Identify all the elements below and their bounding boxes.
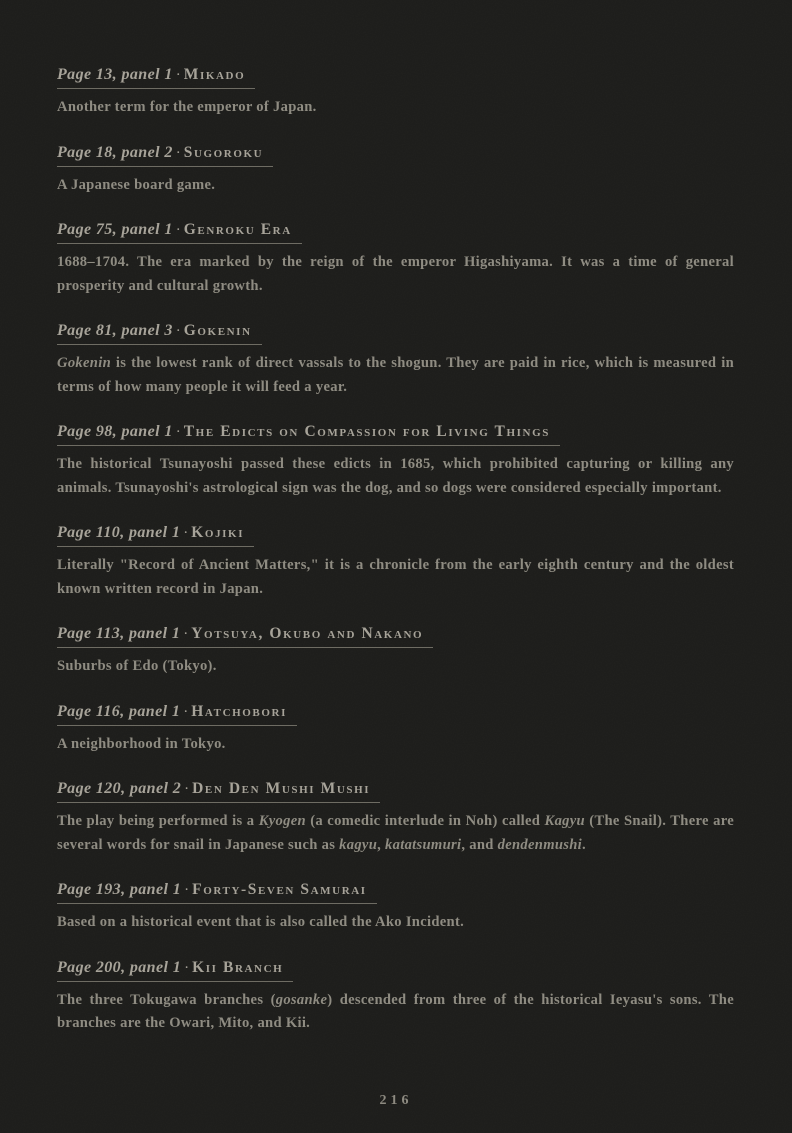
entry-separator: · — [184, 882, 190, 898]
entry-page-label: Page 13, panel 1 — [57, 66, 173, 83]
entry-page-label: Page 110, panel 1 — [57, 524, 181, 541]
entry-separator: · — [183, 626, 189, 642]
entry-title: Mikado — [183, 66, 246, 83]
entry-body: 1688–1704. The era marked by the reign of the emperor Higashiyama. It was a time of general prosperity and cultural growth. — [57, 254, 734, 294]
entry-heading — [57, 524, 254, 547]
entry-body: A neighborhood in Tokyo. — [57, 735, 226, 752]
glossary-entry — [57, 423, 734, 500]
entry-page-label: Page 18, panel 2 — [57, 143, 173, 161]
entry-heading — [57, 959, 293, 982]
entry-body: Gokenin is the lowest rank of direct vassals to the shogun. They are paid in rice, which is measured in terms of how many people it will feed a year. — [57, 355, 734, 395]
entry-title: Sugoroku — [183, 143, 264, 161]
entry-separator: · — [183, 703, 189, 720]
entry-title: Hatchobori — [191, 702, 287, 720]
page-footer — [0, 1091, 792, 1109]
entry-body: The three Tokugawa branches (gosanke) descended from three of the historical Ieyasu's sons. The branches are the Owari, Mito, and Kii. — [57, 991, 734, 1031]
entry-body: The historical Tsunayoshi passed these edicts in 1685, which prohibited capturing or killing any animals. Tsunayoshi's astrological sign was the dog, and so dogs were considered especially important. — [57, 456, 734, 496]
entry-body: The play being performed is a Kyogen (a comedic interlude in Noh) called Kagyu (The Snail). There are several words for snail in Japanese such as kagyu, katatsumuri, and dendenmushi. — [57, 813, 734, 853]
entry-page-label: Page 116, panel 1 — [57, 702, 181, 720]
entry-heading — [57, 625, 433, 648]
entry-page-label: Page 98, panel 1 — [57, 423, 173, 440]
glossary-entry — [57, 144, 734, 198]
glossary-entry — [57, 959, 734, 1036]
glossary-entry — [57, 66, 734, 120]
page-number: 216 — [379, 1093, 413, 1108]
entry-separator: · — [184, 959, 190, 976]
entry-page-label: Page 200, panel 1 — [57, 958, 182, 976]
entry-page-label: Page 120, panel 2 — [57, 780, 182, 797]
entry-heading — [57, 144, 273, 167]
entry-body: Literally "Record of Ancient Matters," it is a chronicle from the early eighth century and the oldest known written record in Japan. — [57, 557, 734, 597]
glossary-entry — [57, 524, 734, 601]
entry-title: Gokenin — [183, 322, 252, 339]
entry-separator: · — [184, 781, 190, 797]
entry-body: Another term for the emperor of Japan. — [57, 99, 317, 115]
entry-heading — [57, 221, 302, 244]
entry-title: The Edicts on Compassion for Living Things — [183, 423, 550, 440]
entry-heading — [57, 423, 560, 446]
glossary-entry — [57, 221, 734, 298]
glossary-entry — [57, 703, 734, 757]
entry-heading — [57, 322, 262, 345]
entry-body: Based on a historical event that is also called the Ako Incident. — [57, 914, 465, 930]
entry-page-label: Page 75, panel 1 — [57, 221, 173, 238]
entry-title: Kii Branch — [192, 958, 284, 976]
glossary-entry — [57, 322, 734, 399]
entry-title: Kojiki — [191, 524, 245, 541]
entry-page-label: Page 113, panel 1 — [57, 625, 181, 642]
entry-body: A Japanese board game. — [57, 176, 216, 193]
entry-page-label: Page 193, panel 1 — [57, 881, 182, 898]
entry-heading — [57, 780, 380, 803]
entry-heading — [57, 881, 377, 904]
entry-separator: · — [175, 424, 181, 440]
glossary-entry — [57, 780, 734, 857]
entry-page-label: Page 81, panel 3 — [57, 322, 173, 339]
entry-heading — [57, 703, 297, 726]
entry-separator: · — [183, 525, 189, 541]
entry-body: Suburbs of Edo (Tokyo). — [57, 658, 217, 674]
entry-separator: · — [175, 323, 181, 339]
entry-separator: · — [175, 67, 181, 83]
entry-title: Genroku Era — [183, 221, 292, 238]
entry-separator: · — [175, 222, 181, 238]
entry-separator: · — [175, 144, 181, 161]
entry-heading — [57, 66, 255, 89]
glossary-entry — [57, 881, 734, 935]
entry-title: Forty-Seven Samurai — [192, 881, 367, 898]
entry-title: Den Den Mushi Mushi — [192, 780, 371, 797]
entry-title: Yotsuya, Okubo and Nakano — [191, 625, 424, 642]
glossary-entry — [57, 625, 734, 679]
